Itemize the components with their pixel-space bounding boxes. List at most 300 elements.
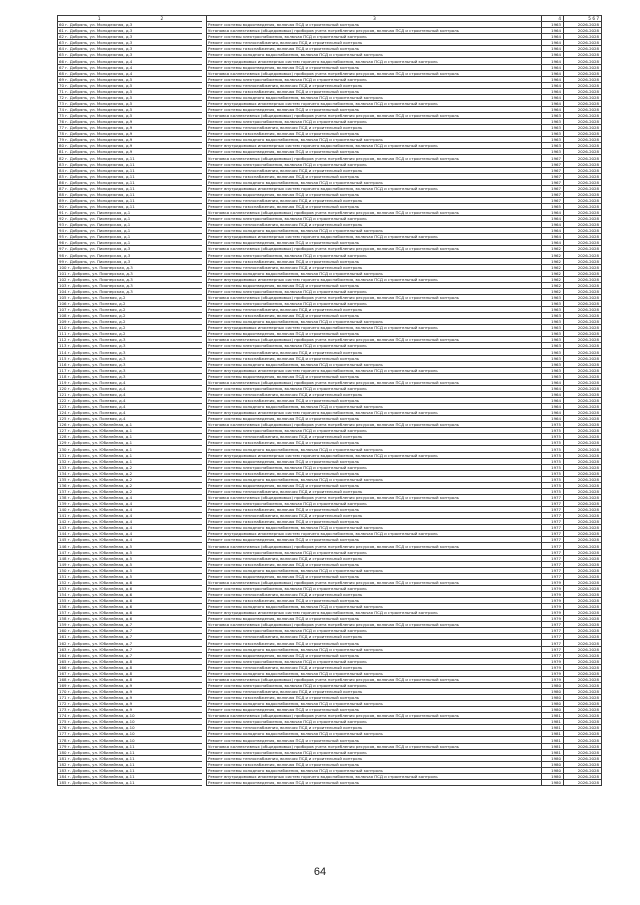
period-cell: 2026-2028: [564, 210, 602, 216]
year-cell: 1964: [542, 46, 564, 52]
period-cell: 2026-2028: [564, 155, 602, 161]
year-cell: 1963: [542, 131, 564, 137]
period-cell: 2026-2028: [564, 331, 602, 337]
address-cell: 95 г. Добрянь, ул. Пионерская, д.1: [58, 234, 203, 240]
period-cell: 2026-2028: [564, 422, 602, 428]
year-cell: 1964: [542, 404, 564, 410]
year-cell: 1964: [542, 100, 564, 106]
work-type-cell: Ремонт системы электроснабжения, включая ПСД и строительный контроль: [207, 34, 542, 40]
period-cell: 2026-2028: [564, 258, 602, 264]
address-cell: 96 г. Добрянь, ул. Пионерская, д.1: [58, 240, 203, 246]
period-cell: 2026-2028: [564, 767, 602, 773]
work-type-cell: Установка коллективных (общедомовых) приборов учета потребления ресурсов, включая ПСД и строительный контроль: [207, 422, 542, 428]
year-cell: 1975: [542, 458, 564, 464]
period-cell: 2026-2028: [564, 695, 602, 701]
address-cell: 162 г. Добрянь, ул. Юбилейная, д.7: [58, 640, 203, 646]
period-cell: 2026-2028: [564, 755, 602, 761]
repair-schedule-table: [57, 15, 602, 786]
year-cell: 1964: [542, 240, 564, 246]
period-cell: 2026-2028: [564, 488, 602, 494]
address-cell: 182 г. Добрянь, ул. Юбилейная, д.11: [58, 761, 203, 767]
period-cell: 2026-2028: [564, 276, 602, 282]
address-cell: 73 г. Добрянь, ул. Молодежная, д.5: [58, 100, 203, 106]
year-cell: 1962: [542, 276, 564, 282]
year-cell: 1963: [542, 119, 564, 125]
work-type-cell: Ремонт системы холодного водоснабжения, включая ПСД и строительный контроль: [207, 270, 542, 276]
period-cell: 2026-2028: [564, 652, 602, 658]
address-cell: 111 г. Добрянь, ул. Полевая, д.2: [58, 331, 203, 337]
address-cell: 76 г. Добрянь, ул. Молодежная, д.9: [58, 119, 203, 125]
work-type-cell: Ремонт внутридомовых инженерных систем горячего водоснабжения, включая ПСД и строительный контроль: [207, 773, 542, 779]
period-cell: 2026-2028: [564, 549, 602, 555]
address-cell: 170 г. Добрянь, ул. Юбилейная, д.9: [58, 688, 203, 694]
period-cell: 2026-2028: [564, 591, 602, 597]
work-type-cell: Ремонт системы водоотведения, включая ПСД и строительный контроль: [207, 573, 542, 579]
address-cell: 125 г. Добрянь, ул. Полевая, д.4: [58, 416, 203, 422]
address-cell: 175 г. Добрянь, ул. Юбилейная, д.10: [58, 719, 203, 725]
year-cell: 1981: [542, 743, 564, 749]
work-type-cell: Ремонт системы электроснабжения, включая ПСД и строительный контроль: [207, 76, 542, 82]
year-cell: 1981: [542, 725, 564, 731]
work-type-cell: Ремонт системы холодного водоснабжения, включая ПСД и строительный контроль: [207, 228, 542, 234]
address-cell: 71 г. Добрянь, ул. Молодежная, д.5: [58, 88, 203, 94]
address-cell: 142 г. Добрянь, ул. Юбилейная, д.4: [58, 519, 203, 525]
year-cell: 1963: [542, 143, 564, 149]
period-cell: 2026-2028: [564, 434, 602, 440]
year-cell: 1962: [542, 252, 564, 258]
work-type-cell: Ремонт системы газоснабжения, включая ПСД и строительный контроль: [207, 561, 542, 567]
work-type-cell: Ремонт системы холодного водоснабжения, включая ПСД и строительный контроль: [207, 446, 542, 452]
year-cell: 1977: [542, 494, 564, 500]
period-cell: 2026-2028: [564, 731, 602, 737]
address-cell: 141 г. Добрянь, ул. Юбилейная, д.4: [58, 513, 203, 519]
period-cell: 2026-2028: [564, 367, 602, 373]
work-type-cell: Ремонт системы теплоснабжения, включая ПСД и строительный контроль: [207, 197, 542, 203]
address-cell: 128 г. Добрянь, ул. Юбилейная, д.1: [58, 434, 203, 440]
year-cell: 1967: [542, 155, 564, 161]
address-cell: 152 г. Добрянь, ул. Юбилейная, д.6: [58, 579, 203, 585]
year-cell: 1979: [542, 598, 564, 604]
period-cell: 2026-2028: [564, 501, 602, 507]
period-cell: 2026-2028: [564, 349, 602, 355]
year-cell: 1980: [542, 682, 564, 688]
work-type-cell: Ремонт системы электроснабжения, включая ПСД и строительный контроль: [207, 682, 542, 688]
work-type-cell: Установка коллективных (общедомовых) приборов учета потребления ресурсов, включая ПСД и строительный контроль: [207, 676, 542, 682]
address-cell: 110 г. Добрянь, ул. Полевая, д.2: [58, 325, 203, 331]
year-cell: 1964: [542, 88, 564, 94]
year-cell: 1964: [542, 76, 564, 82]
address-cell: 146 г. Добрянь, ул. Юбилейная, д.5: [58, 543, 203, 549]
period-cell: 2026-2028: [564, 725, 602, 731]
year-cell: 1963: [542, 367, 564, 373]
address-cell: 177 г. Добрянь, ул. Юбилейная, д.10: [58, 731, 203, 737]
period-cell: 2026-2028: [564, 179, 602, 185]
period-cell: 2026-2028: [564, 555, 602, 561]
year-cell: 1977: [542, 567, 564, 573]
work-type-cell: Ремонт системы водоотведения, включая ПСД и строительный контроль: [207, 458, 542, 464]
work-type-cell: Установка коллективных (общедомовых) приборов учета потребления ресурсов, включая ПСД и строительный контроль: [207, 579, 542, 585]
year-cell: 1977: [542, 513, 564, 519]
year-cell: 1964: [542, 234, 564, 240]
year-cell: 1964: [542, 210, 564, 216]
address-cell: 126 г. Добрянь, ул. Юбилейная, д.1: [58, 422, 203, 428]
address-cell: 172 г. Добрянь, ул. Юбилейная, д.9: [58, 701, 203, 707]
work-type-cell: Ремонт внутридомовых инженерных систем горячего водоснабжения, включая ПСД и строительный контроль: [207, 531, 542, 537]
year-cell: 1964: [542, 94, 564, 100]
year-cell: 1963: [542, 355, 564, 361]
address-cell: 137 г. Добрянь, ул. Юбилейная, д.2: [58, 488, 203, 494]
year-cell: 1964: [542, 70, 564, 76]
year-cell: 1967: [542, 173, 564, 179]
work-type-cell: Ремонт системы электроснабжения, включая ПСД и строительный контроль: [207, 501, 542, 507]
work-type-cell: Ремонт внутридомовых инженерных систем горячего водоснабжения, включая ПСД и строительный контроль: [207, 143, 542, 149]
address-cell: 143 г. Добрянь, ул. Юбилейная, д.4: [58, 525, 203, 531]
period-cell: 2026-2028: [564, 282, 602, 288]
address-cell: 171 г. Добрянь, ул. Юбилейная, д.9: [58, 695, 203, 701]
address-cell: 102 г. Добрянь, ул. Пионерская, д.3: [58, 276, 203, 282]
period-cell: 2026-2028: [564, 137, 602, 143]
year-cell: 1981: [542, 731, 564, 737]
work-type-cell: Ремонт системы газоснабжения, включая ПСД и строительный контроль: [207, 761, 542, 767]
work-type-cell: Ремонт системы газоснабжения, включая ПСД и строительный контроль: [207, 470, 542, 476]
year-cell: 1965: [542, 203, 564, 209]
work-type-cell: Ремонт системы теплоснабжения, включая ПСД и строительный контроль: [207, 82, 542, 88]
work-type-cell: Ремонт системы теплоснабжения, включая ПСД и строительный контроль: [207, 688, 542, 694]
year-cell: 1962: [542, 258, 564, 264]
year-cell: 1975: [542, 482, 564, 488]
work-type-cell: Установка коллективных (общедомовых) приборов учета потребления ресурсов, включая ПСД и строительный контроль: [207, 713, 542, 719]
address-cell: 97 г. Добрянь, ул. Пионерская, д.3: [58, 246, 203, 252]
work-type-cell: Установка коллективных (общедомовых) приборов учета потребления ресурсов, включая ПСД и строительный контроль: [207, 210, 542, 216]
address-cell: 62 г. Добрянь, ул. Молодежная, д.3: [58, 34, 203, 40]
work-type-cell: Установка коллективных (общедомовых) приборов учета потребления ресурсов, включая ПСД и строительный контроль: [207, 337, 542, 343]
period-cell: 2026-2028: [564, 100, 602, 106]
year-cell: 1964: [542, 379, 564, 385]
period-cell: 2026-2028: [564, 313, 602, 319]
period-cell: 2026-2028: [564, 579, 602, 585]
year-cell: 1980: [542, 701, 564, 707]
work-type-cell: Ремонт системы электроснабжения, включая ПСД и строительный контроль: [207, 252, 542, 258]
year-cell: 1975: [542, 470, 564, 476]
year-cell: 1979: [542, 676, 564, 682]
work-type-cell: Ремонт системы электроснабжения, включая ПСД и строительный контроль: [207, 385, 542, 391]
address-cell: 163 г. Добрянь, ул. Юбилейная, д.7: [58, 646, 203, 652]
period-cell: 2026-2028: [564, 397, 602, 403]
period-cell: 2026-2028: [564, 94, 602, 100]
address-cell: 105 г. Добрянь, ул. Полевая, д.2: [58, 294, 203, 300]
period-cell: 2026-2028: [564, 246, 602, 252]
year-cell: 1975: [542, 422, 564, 428]
work-type-cell: Ремонт системы холодного водоснабжения, включая ПСД и строительный контроль: [207, 476, 542, 482]
year-cell: 1979: [542, 585, 564, 591]
address-cell: 63 г. Добрянь, ул. Молодежная, д.3: [58, 40, 203, 46]
year-cell: 1962: [542, 264, 564, 270]
period-cell: 2026-2028: [564, 355, 602, 361]
address-cell: 67 г. Добрянь, ул. Молодежная, д.4: [58, 64, 203, 70]
work-type-cell: Ремонт системы водоотведения, включая ПСД и строительный контроль: [207, 482, 542, 488]
period-cell: 2026-2028: [564, 664, 602, 670]
work-type-cell: Ремонт системы газоснабжения, включая ПСД и строительный контроль: [207, 397, 542, 403]
address-cell: 130 г. Добрянь, ул. Юбилейная, д.1: [58, 446, 203, 452]
address-cell: 138 г. Добрянь, ул. Юбилейная, д.4: [58, 494, 203, 500]
work-type-cell: Ремонт системы электроснабжения, включая ПСД и строительный контроль: [207, 628, 542, 634]
period-cell: 2026-2028: [564, 464, 602, 470]
address-cell: 145 г. Добрянь, ул. Юбилейная, д.4: [58, 537, 203, 543]
year-cell: 1964: [542, 82, 564, 88]
work-type-cell: Ремонт внутридомовых инженерных систем горячего водоснабжения, включая ПСД и строительный контроль: [207, 325, 542, 331]
work-type-cell: Ремонт системы холодного водоснабжения, включая ПСД и строительный контроль: [207, 567, 542, 573]
address-cell: 104 г. Добрянь, ул. Пионерская, д.3: [58, 288, 203, 294]
work-type-cell: Ремонт системы водоотведения, включая ПСД и строительный контроль: [207, 416, 542, 422]
period-cell: 2026-2028: [564, 779, 602, 785]
work-type-cell: Ремонт системы газоснабжения, включая ПСД и строительный контроль: [207, 507, 542, 513]
work-type-cell: Ремонт системы электроснабжения, включая ПСД и строительный контроль: [207, 749, 542, 755]
address-cell: 115 г. Добрянь, ул. Полевая, д.3: [58, 355, 203, 361]
work-type-cell: Ремонт системы электроснабжения, включая ПСД и строительный контроль: [207, 719, 542, 725]
address-cell: 139 г. Добрянь, ул. Юбилейная, д.4: [58, 501, 203, 507]
address-cell: 120 г. Добрянь, ул. Полевая, д.4: [58, 385, 203, 391]
period-cell: 2026-2028: [564, 161, 602, 167]
work-type-cell: Ремонт системы холодного водоснабжения, включая ПСД и строительный контроль: [207, 52, 542, 58]
work-type-cell: Ремонт системы водоотведения, включая ПСД и строительный контроль: [207, 779, 542, 785]
year-cell: 1981: [542, 719, 564, 725]
period-cell: 2026-2028: [564, 125, 602, 131]
period-cell: 2026-2028: [564, 88, 602, 94]
period-cell: 2026-2028: [564, 385, 602, 391]
period-cell: 2026-2028: [564, 719, 602, 725]
year-cell: 1963: [542, 300, 564, 306]
address-cell: 183 г. Добрянь, ул. Юбилейная, д.11: [58, 767, 203, 773]
work-type-cell: Ремонт системы газоснабжения, включая ПСД и строительный контроль: [207, 695, 542, 701]
address-cell: 77 г. Добрянь, ул. Молодежная, д.9: [58, 125, 203, 131]
year-cell: 1981: [542, 737, 564, 743]
period-cell: 2026-2028: [564, 513, 602, 519]
year-cell: 1979: [542, 670, 564, 676]
period-cell: 2026-2028: [564, 446, 602, 452]
year-cell: 1963: [542, 113, 564, 119]
address-cell: 160 г. Добрянь, ул. Юбилейная, д.7: [58, 628, 203, 634]
year-cell: 1979: [542, 591, 564, 597]
header-col-4: 4: [542, 16, 564, 22]
period-cell: 2026-2028: [564, 658, 602, 664]
year-cell: 1979: [542, 664, 564, 670]
work-type-cell: Ремонт системы теплоснабжения, включая ПСД и строительный контроль: [207, 488, 542, 494]
work-type-cell: Ремонт системы водоотведения, включая ПСД и строительный контроль: [207, 537, 542, 543]
address-cell: 159 г. Добрянь, ул. Юбилейная, д.7: [58, 622, 203, 628]
work-type-cell: Ремонт системы теплоснабжения, включая ПСД и строительный контроль: [207, 222, 542, 228]
period-cell: 2026-2028: [564, 252, 602, 258]
year-cell: 1967: [542, 167, 564, 173]
year-cell: 1979: [542, 616, 564, 622]
year-cell: 1979: [542, 658, 564, 664]
work-type-cell: Ремонт системы электроснабжения, включая ПСД и строительный контроль: [207, 161, 542, 167]
work-type-cell: Ремонт системы теплоснабжения, включая ПСД и строительный контроль: [207, 40, 542, 46]
period-cell: 2026-2028: [564, 761, 602, 767]
period-cell: 2026-2028: [564, 537, 602, 543]
year-cell: 1963: [542, 337, 564, 343]
period-cell: 2026-2028: [564, 325, 602, 331]
address-cell: 131 г. Добрянь, ул. Юбилейная, д.1: [58, 452, 203, 458]
work-type-cell: Ремонт системы теплоснабжения, включая ПСД и строительный контроль: [207, 307, 542, 313]
period-cell: 2026-2028: [564, 707, 602, 713]
year-cell: 1964: [542, 28, 564, 34]
address-cell: 178 г. Добрянь, ул. Юбилейная, д.10: [58, 737, 203, 743]
year-cell: 1962: [542, 282, 564, 288]
year-cell: 1980: [542, 755, 564, 761]
period-cell: 2026-2028: [564, 561, 602, 567]
period-cell: 2026-2028: [564, 131, 602, 137]
work-type-cell: Установка коллективных (общедомовых) приборов учета потребления ресурсов, включая ПСД и строительный контроль: [207, 155, 542, 161]
period-cell: 2026-2028: [564, 507, 602, 513]
work-type-cell: Ремонт системы холодного водоснабжения, включая ПСД и строительный контроль: [207, 731, 542, 737]
period-cell: 2026-2028: [564, 622, 602, 628]
year-cell: 1962: [542, 288, 564, 294]
period-cell: 2026-2028: [564, 379, 602, 385]
address-cell: 123 г. Добрянь, ул. Полевая, д.4: [58, 404, 203, 410]
period-cell: 2026-2028: [564, 270, 602, 276]
address-cell: 107 г. Добрянь, ул. Полевая, д.2: [58, 307, 203, 313]
period-cell: 2026-2028: [564, 428, 602, 434]
year-cell: 1977: [542, 561, 564, 567]
work-type-cell: Ремонт системы холодного водоснабжения, включая ПСД и строительный контроль: [207, 701, 542, 707]
period-cell: 2026-2028: [564, 519, 602, 525]
work-type-cell: Установка коллективных (общедомовых) приборов учета потребления ресурсов, включая ПСД и строительный контроль: [207, 543, 542, 549]
year-cell: 1977: [542, 646, 564, 652]
address-cell: 134 г. Добрянь, ул. Юбилейная, д.2: [58, 470, 203, 476]
period-cell: 2026-2028: [564, 604, 602, 610]
year-cell: 1962: [542, 246, 564, 252]
period-cell: 2026-2028: [564, 494, 602, 500]
period-cell: 2026-2028: [564, 119, 602, 125]
work-type-cell: Установка коллективных (общедомовых) приборов учета потребления ресурсов, включая ПСД и строительный контроль: [207, 379, 542, 385]
address-cell: 150 г. Добрянь, ул. Юбилейная, д.5: [58, 567, 203, 573]
address-cell: 136 г. Добрянь, ул. Юбилейная, д.2: [58, 482, 203, 488]
address-cell: 167 г. Добрянь, ул. Юбилейная, д.8: [58, 670, 203, 676]
period-cell: 2026-2028: [564, 143, 602, 149]
period-cell: 2026-2028: [564, 688, 602, 694]
period-cell: 2026-2028: [564, 476, 602, 482]
year-cell: 1980: [542, 695, 564, 701]
period-cell: 2026-2028: [564, 191, 602, 197]
address-cell: 135 г. Добрянь, ул. Юбилейная, д.2: [58, 476, 203, 482]
period-cell: 2026-2028: [564, 167, 602, 173]
period-cell: 2026-2028: [564, 749, 602, 755]
address-cell: 181 г. Добрянь, ул. Юбилейная, д.11: [58, 755, 203, 761]
work-type-cell: Ремонт системы газоснабжения, включая ПСД и строительный контроль: [207, 131, 542, 137]
period-cell: 2026-2028: [564, 567, 602, 573]
address-cell: 165 г. Добрянь, ул. Юбилейная, д.8: [58, 658, 203, 664]
work-type-cell: Ремонт системы теплоснабжения, включая ПСД и строительный контроль: [207, 634, 542, 640]
year-cell: 1977: [542, 519, 564, 525]
address-cell: 88 г. Добрянь, ул. Молодежная, д.11: [58, 191, 203, 197]
work-type-cell: Ремонт системы холодного водоснабжения, включая ПСД и строительный контроль: [207, 604, 542, 610]
year-cell: 1963: [542, 349, 564, 355]
year-cell: 1964: [542, 397, 564, 403]
period-cell: 2026-2028: [564, 222, 602, 228]
period-cell: 2026-2028: [564, 640, 602, 646]
address-cell: 101 г. Добрянь, ул. Пионерская, д.3: [58, 270, 203, 276]
work-type-cell: Ремонт системы электроснабжения, включая ПСД и строительный контроль: [207, 216, 542, 222]
address-cell: 185 г. Добрянь, ул. Юбилейная, д.11: [58, 779, 203, 785]
table-body: [58, 22, 602, 786]
period-cell: 2026-2028: [564, 76, 602, 82]
address-cell: 112 г. Добрянь, ул. Полевая, д.3: [58, 337, 203, 343]
work-type-cell: Ремонт системы холодного водоснабжения, включая ПСД и строительный контроль: [207, 94, 542, 100]
period-cell: 2026-2028: [564, 646, 602, 652]
work-type-cell: Ремонт системы теплоснабжения, включая ПСД и строительный контроль: [207, 755, 542, 761]
header-col-3: 3: [207, 16, 542, 22]
year-cell: 1977: [542, 555, 564, 561]
year-cell: 1964: [542, 58, 564, 64]
period-cell: 2026-2028: [564, 701, 602, 707]
period-cell: 2026-2028: [564, 28, 602, 34]
period-cell: 2026-2028: [564, 106, 602, 112]
address-cell: 147 г. Добрянь, ул. Юбилейная, д.5: [58, 549, 203, 555]
period-cell: 2026-2028: [564, 361, 602, 367]
address-cell: 86 г. Добрянь, ул. Молодежная, д.11: [58, 179, 203, 185]
address-cell: 156 г. Добрянь, ул. Юбилейная, д.6: [58, 604, 203, 610]
address-cell: 184 г. Добрянь, ул. Юбилейная, д.11: [58, 773, 203, 779]
work-type-cell: Ремонт системы теплоснабжения, включая ПСД и строительный контроль: [207, 664, 542, 670]
year-cell: 1964: [542, 385, 564, 391]
year-cell: 1975: [542, 434, 564, 440]
period-cell: 2026-2028: [564, 343, 602, 349]
address-cell: 127 г. Добрянь, ул. Юбилейная, д.1: [58, 428, 203, 434]
work-type-cell: Ремонт системы водоотведения, включая ПСД и строительный контроль: [207, 22, 542, 28]
period-cell: 2026-2028: [564, 373, 602, 379]
address-cell: 85 г. Добрянь, ул. Молодежная, д.11: [58, 173, 203, 179]
work-type-cell: Ремонт системы теплоснабжения, включая ПСД и строительный контроль: [207, 555, 542, 561]
year-cell: 1963: [542, 373, 564, 379]
address-cell: 94 г. Добрянь, ул. Пионерская, д.1: [58, 228, 203, 234]
work-type-cell: Ремонт внутридомовых инженерных систем горячего водоснабжения, включая ПСД и строительный контроль: [207, 367, 542, 373]
address-cell: 106 г. Добрянь, ул. Полевая, д.2: [58, 300, 203, 306]
work-type-cell: Ремонт системы водоотведения, включая ПСД и строительный контроль: [207, 64, 542, 70]
period-cell: 2026-2028: [564, 482, 602, 488]
address-cell: 113 г. Добрянь, ул. Полевая, д.3: [58, 343, 203, 349]
work-type-cell: Ремонт системы газоснабжения, включая ПСД и строительный контроль: [207, 88, 542, 94]
year-cell: 1981: [542, 749, 564, 755]
work-type-cell: Ремонт системы электроснабжения, включая ПСД и строительный контроль: [207, 585, 542, 591]
header-col-5: 5 6 7: [564, 16, 602, 22]
year-cell: 1964: [542, 52, 564, 58]
work-type-cell: Ремонт системы газоснабжения, включая ПСД и строительный контроль: [207, 313, 542, 319]
year-cell: 1975: [542, 476, 564, 482]
work-type-cell: Ремонт системы теплоснабжения, включая ПСД и строительный контроль: [207, 513, 542, 519]
year-cell: 1977: [542, 640, 564, 646]
work-type-cell: Ремонт системы холодного водоснабжения, включая ПСД и строительный контроль: [207, 137, 542, 143]
year-cell: 1964: [542, 228, 564, 234]
work-type-cell: Ремонт системы холодного водоснабжения, включая ПСД и строительный контроль: [207, 670, 542, 676]
year-cell: 1964: [542, 106, 564, 112]
year-cell: 1964: [542, 391, 564, 397]
period-cell: 2026-2028: [564, 82, 602, 88]
work-type-cell: Ремонт системы водоотведения, включая ПСД и строительный контроль: [207, 191, 542, 197]
period-cell: 2026-2028: [564, 234, 602, 240]
year-cell: 1963: [542, 319, 564, 325]
address-cell: 75 г. Добрянь, ул. Молодежная, д.5: [58, 113, 203, 119]
year-cell: 1977: [542, 628, 564, 634]
address-cell: 140 г. Добрянь, ул. Юбилейная, д.4: [58, 507, 203, 513]
address-cell: 93 г. Добрянь, ул. Пионерская, д.1: [58, 222, 203, 228]
address-cell: 92 г. Добрянь, ул. Пионерская, д.1: [58, 216, 203, 222]
work-type-cell: Установка коллективных (общедомовых) приборов учета потребления ресурсов, включая ПСД и строительный контроль: [207, 294, 542, 300]
work-type-cell: Ремонт системы газоснабжения, включая ПСД и строительный контроль: [207, 203, 542, 209]
address-cell: 133 г. Добрянь, ул. Юбилейная, д.2: [58, 464, 203, 470]
year-cell: 1975: [542, 488, 564, 494]
year-cell: 1979: [542, 579, 564, 585]
year-cell: 1964: [542, 222, 564, 228]
